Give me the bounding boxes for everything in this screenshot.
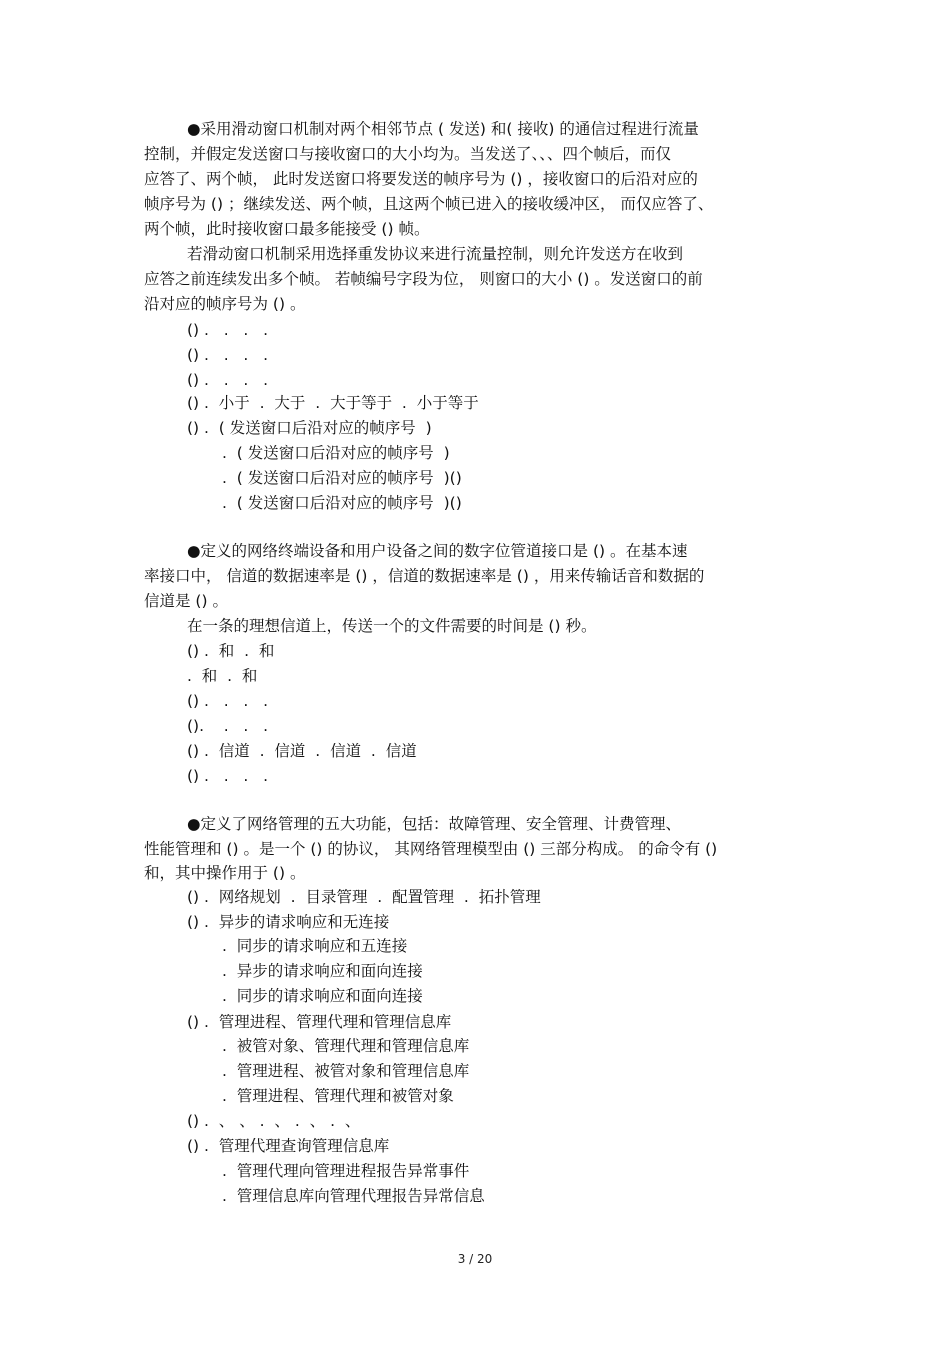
q1-para1-line4: 帧序号为 () ；继续发送、两个帧，且这两个帧已进入的接收缓冲区， 而仅应答了、 bbox=[144, 195, 714, 213]
q3-para1-line1: ●定义了网络管理的五大功能，包括：故障管理、安全管理、计费管理、 bbox=[187, 815, 682, 833]
q1-option-sub: . ( 发送窗口后沿对应的帧序号 )() bbox=[222, 469, 462, 487]
q2-para2: 在一条的理想信道上，传送一个的文件需要的时间是 () 秒。 bbox=[187, 617, 597, 635]
q3-option-sub: . 同步的请求响应和面向连接 bbox=[222, 987, 423, 1005]
q2-para1-line1: ●定义的网络终端设备和用户设备之间的数字位管道接口是 () 。在基本速 bbox=[187, 542, 688, 560]
q3-option-sub: . 管理进程、被管对象和管理信息库 bbox=[222, 1062, 470, 1080]
q1-option: () . . . . bbox=[187, 321, 269, 339]
q3-option-sub: . 同步的请求响应和五连接 bbox=[222, 937, 408, 955]
q1-para1-line2: 控制，并假定发送窗口与接收窗口的大小均为。当发送了、、、四个帧后，而仅 bbox=[144, 145, 672, 163]
q1-option-sub: . ( 发送窗口后沿对应的帧序号 )() bbox=[222, 494, 462, 512]
q1-option: () . 小于 . 大于 . 大于等于 . 小于等于 bbox=[187, 394, 479, 412]
q1-option: () . . . . bbox=[187, 371, 269, 389]
q2-para1-line3: 信道是 () 。 bbox=[144, 592, 228, 610]
q1-option: () . ( 发送窗口后沿对应的帧序号 ) bbox=[187, 419, 432, 437]
q3-option-sub: . 管理信息库向管理代理报告异常信息 bbox=[222, 1187, 485, 1205]
q1-para2-line1: 若滑动窗口机制采用选择重发协议来进行流量控制，则允许发送方在收到 bbox=[187, 245, 684, 263]
q3-option-sub: . 被管对象、管理代理和管理信息库 bbox=[222, 1037, 470, 1055]
q2-para1-line2: 率接口中， 信道的数据速率是 () ，信道的数据速率是 () ，用来传输话音和数据的 bbox=[144, 567, 705, 585]
q3-option: () . 、 、 . 、 . 、 . 、 bbox=[187, 1112, 361, 1130]
q2-option: () . . . . bbox=[187, 692, 269, 710]
q1-option-sub: . ( 发送窗口后沿对应的帧序号 ) bbox=[222, 444, 450, 462]
q2-option: . 和 . 和 bbox=[187, 667, 258, 685]
q1-para1-line3: 应答了、两个帧， 此时发送窗口将要发送的帧序号为 () ，接收窗口的后沿对应的 bbox=[144, 170, 698, 188]
q2-option: (). . . . bbox=[187, 717, 269, 735]
q3-option-sub: . 异步的请求响应和面向连接 bbox=[222, 962, 423, 980]
q1-option: () . . . . bbox=[187, 346, 269, 364]
page-number: 3 / 20 bbox=[457, 1252, 493, 1266]
q1-para1-line5: 两个帧，此时接收窗口最多能接受 () 帧。 bbox=[144, 220, 430, 238]
q3-option: () . 网络规划 . 目录管理 . 配置管理 . 拓扑管理 bbox=[187, 888, 541, 906]
q3-option: () . 管理代理查询管理信息库 bbox=[187, 1137, 390, 1155]
q3-option: () . 异步的请求响应和无连接 bbox=[187, 913, 390, 931]
q3-option-sub: . 管理进程、管理代理和被管对象 bbox=[222, 1087, 454, 1105]
q3-para1-line2: 性能管理和 () 。是一个 () 的协议， 其网络管理模型由 () 三部分构成。 的命令有 () bbox=[144, 840, 718, 858]
q3-para1-line3: 和，其中操作用于 () 。 bbox=[144, 864, 306, 882]
q2-option: () . 和 . 和 bbox=[187, 642, 275, 660]
q1-para1-line1: ●采用滑动窗口机制对两个相邻节点 ( 发送) 和( 接收) 的通信过程进行流量 bbox=[187, 120, 699, 138]
q3-option: () . 管理进程、管理代理和管理信息库 bbox=[187, 1013, 452, 1031]
q2-option: () . 信道 . 信道 . 信道 . 信道 bbox=[187, 742, 417, 760]
q1-para2-line3: 沿对应的帧序号为 () 。 bbox=[144, 295, 306, 313]
q1-para2-line2: 应答之前连续发出多个帧。 若帧编号字段为位， 则窗口的大小 () 。发送窗口的前 bbox=[144, 270, 703, 288]
q3-option-sub: . 管理代理向管理进程报告异常事件 bbox=[222, 1162, 470, 1180]
q2-option: () . . . . bbox=[187, 767, 269, 785]
